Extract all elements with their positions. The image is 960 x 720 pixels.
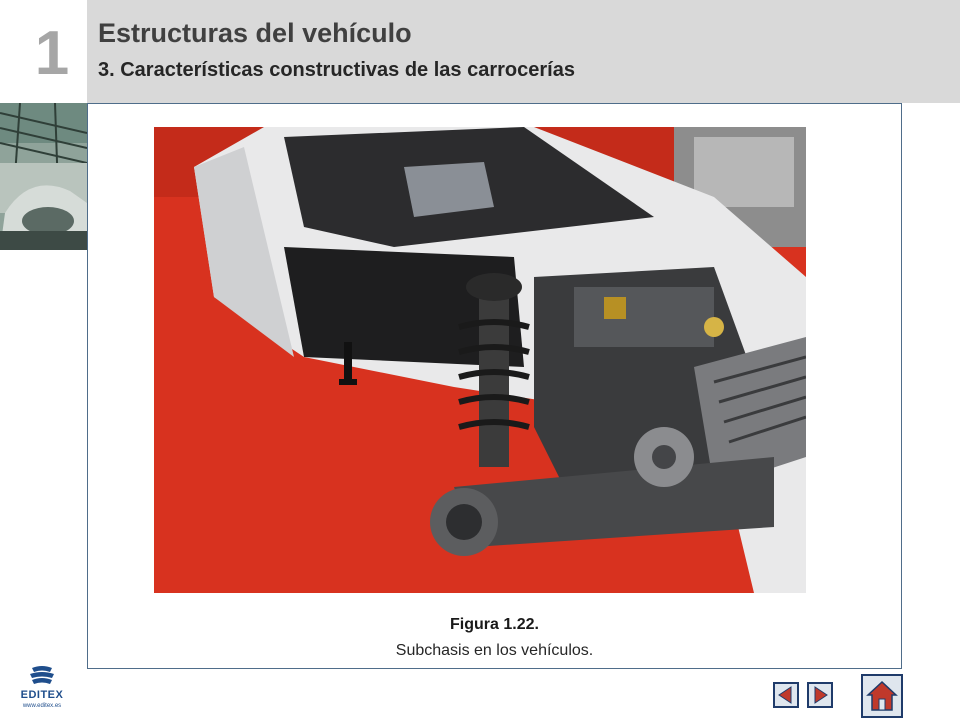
figure-caption: Subchasis en los vehículos. [395, 642, 594, 659]
vehicle-subframe-photo [154, 127, 806, 593]
brand-url[interactable]: www.editex.es [22, 703, 62, 709]
header-band [87, 0, 960, 103]
home-button[interactable] [861, 674, 903, 718]
page-title: Estructuras del vehículo [98, 18, 412, 48]
home-icon [866, 679, 898, 713]
side-decorative-photo [0, 103, 87, 250]
arrow-right-icon [809, 684, 831, 706]
page-subtitle: 3. Características constructivas de las carrocerías [98, 59, 575, 81]
previous-button[interactable] [773, 682, 799, 708]
next-button[interactable] [807, 682, 833, 708]
figure-label: Figura 1.22. [450, 616, 539, 633]
chapter-number: 1 [34, 19, 70, 88]
brand-name: EDITEX [20, 689, 64, 701]
arrow-left-icon [775, 684, 797, 706]
